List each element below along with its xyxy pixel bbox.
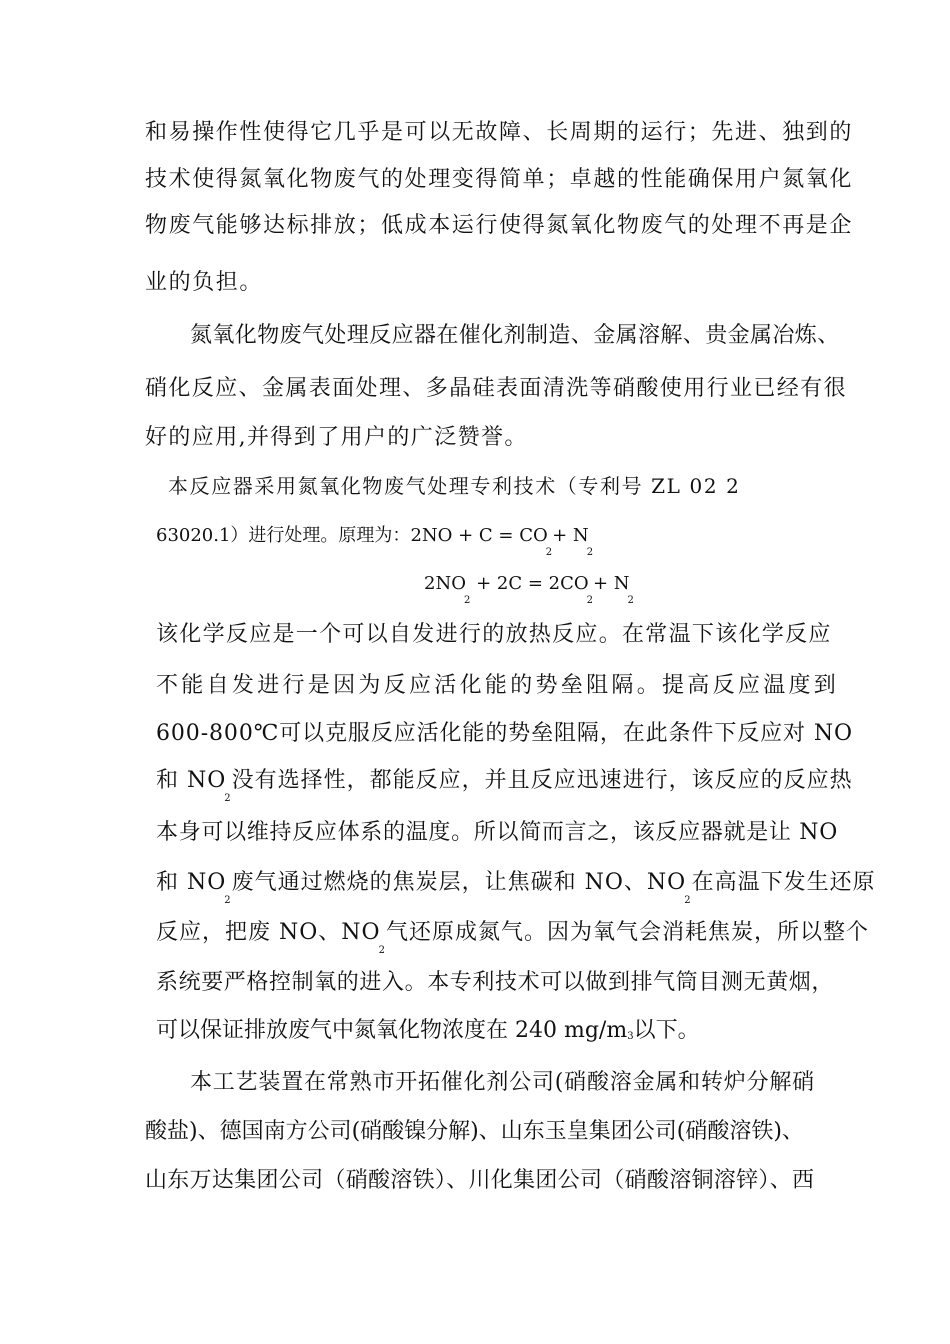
paragraph3-line-12: 可以保证排放废气中氮氧化物浓度在 240 mg/m3以下。 [156,1018,700,1043]
equation-2: $2NO_2 + 2C = 2CO_2+ N_2$ [424,573,634,606]
paragraph1-line-3: 物废气能够达标排放；低成本运行使得氮氧化物废气的处理不再是企 [145,213,854,238]
paragraph4-line-1: 本工艺装置在常熟市开拓催化剂公司(硝酸溶金属和转炉分解硝 [190,1070,815,1095]
principle-intro: 63020.1）进行处理。原理为： [156,525,411,546]
paragraph3-line-2 [156,521,594,558]
paragraph3-line-7: 和 $NO_2$没有选择性，都能反应，并且反应迅速进行，该反应的反应热 [156,768,853,804]
paragraph2-line-2: 硝化反应、金属表面处理、多晶硅表面清洗等硝酸使用行业已经有很 [145,376,848,401]
paragraph1-line-2: 技术使得氮氧化物废气的处理变得简单；卓越的性能确保用户氮氧化 [145,167,854,192]
paragraph3-line-10: 反应，把废 NO、$NO_2$气还原成氮气。因为氧气会消耗焦炭，所以整个 [156,920,869,956]
paragraph1-line-4: 业的负担。 [145,270,264,295]
paragraph4-line-2: 酸盐)、德国南方公司(硝酸镍分解)、山东玉皇集团公司(硝酸溶铁)、 [145,1119,804,1144]
paragraph3-line-9: 和 $NO_2$废气通过燃烧的焦炭层，让焦碳和 NO、$NO_2$在高温下发生还原 [156,870,876,906]
paragraph2-line-1: 氮氧化物废气处理反应器在催化剂制造、金属溶解、贵金属冶炼、 [190,323,840,348]
paragraph4-line-3: 山东万达集团公司（硝酸溶铁）、川化集团公司（硝酸溶铜溶锌）、西 [145,1168,815,1193]
paragraph3-line-5: 不能自发进行是因为反应活化能的势垒阻隔。提高反应温度到 [156,673,840,698]
paragraph3-line-8: 本身可以维持反应体系的温度。所以简而言之，该反应器就是让 NO [156,820,838,845]
paragraph3-line-1: 本反应器采用氮氧化物废气处理专利技术（专利号 ZL 02 2 [168,474,741,498]
paragraph1-line-1: 和易操作性使得它几乎是可以无故障、长周期的运行；先进、独到的 [145,120,854,145]
paragraph3-line-6: 600-800℃可以克服反应活化能的势垒阻隔，在此条件下反应对 NO [156,721,853,746]
paragraph3-line-4: 该化学反应是一个可以自发进行的放热反应。在常温下该化学反应 [156,622,832,647]
equation-1: $2NO + C = CO_2+ N_2$ [410,525,594,558]
paragraph3-line-11: 系统要严格控制氧的进入。本专利技术可以做到排气筒目测无黄烟， [156,970,835,995]
paragraph2-line-3: 好的应用,并得到了用户的广泛赞誉。 [145,425,528,450]
